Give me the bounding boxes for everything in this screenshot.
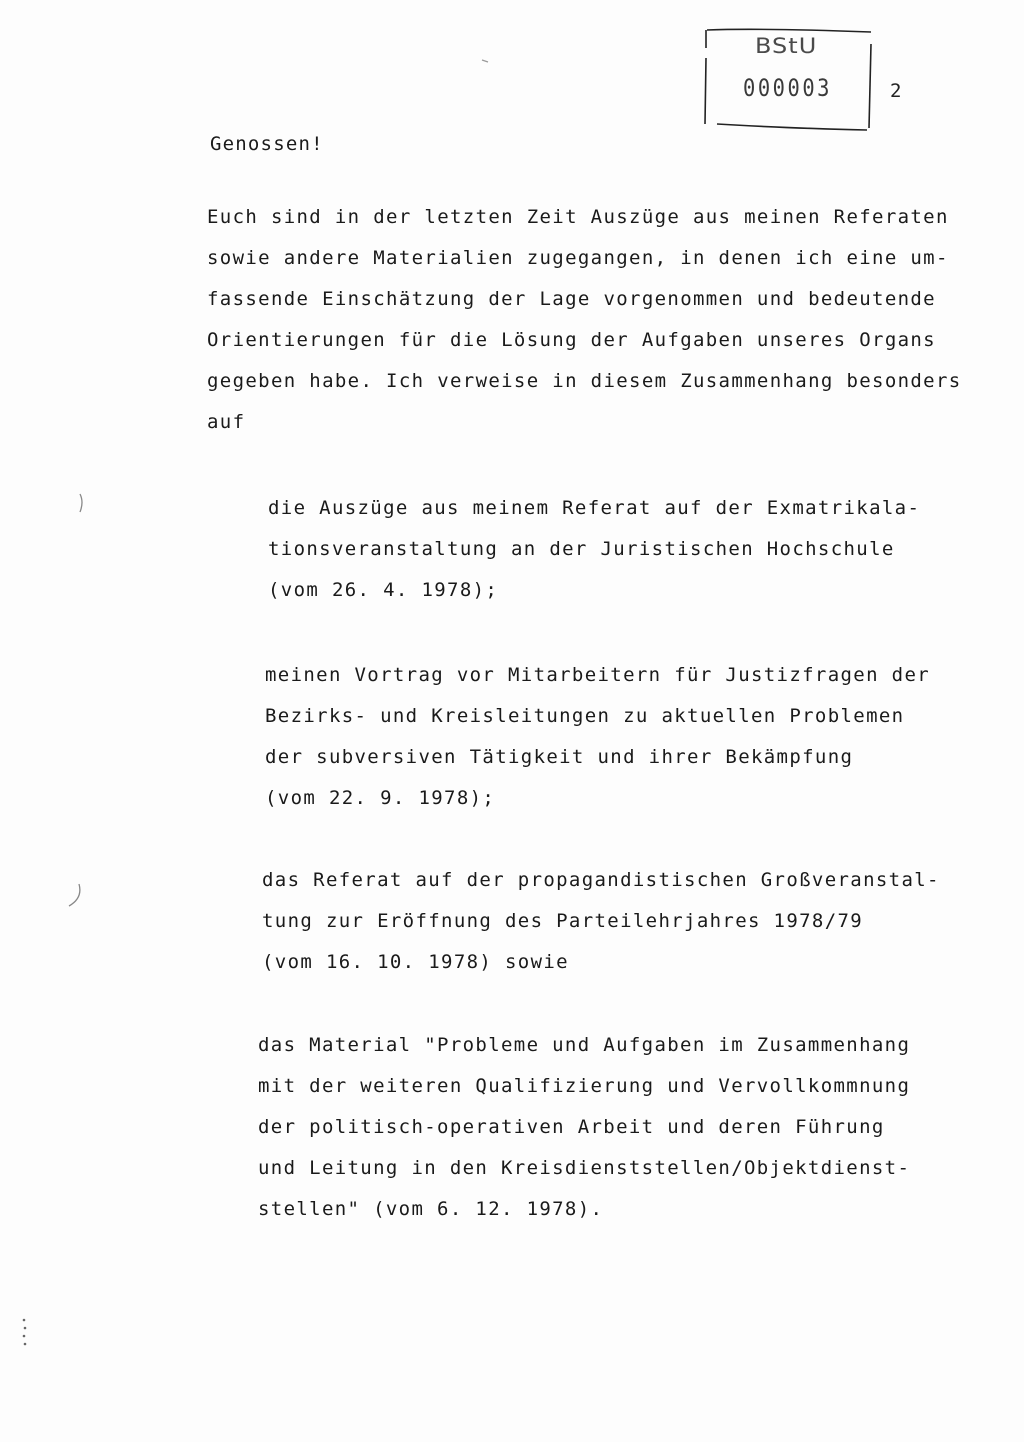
reference-line: mit der weiteren Qualifizierung und Vervollkommnung <box>258 1075 911 1097</box>
reference-line: (vom 26. 4. 1978); <box>268 579 499 601</box>
stamp-number: 000003 <box>743 74 832 102</box>
salutation: Genossen! <box>210 133 324 155</box>
scan-artifact-mark <box>16 1316 32 1350</box>
reference-line: (vom 16. 10. 1978) sowie <box>262 951 569 973</box>
reference-line: tung zur Eröffnung des Parteilehrjahres 1978/79 <box>262 910 864 932</box>
archive-stamp <box>703 28 873 132</box>
reference-line: tionsveranstaltung an der Juristischen Hochschule <box>268 538 895 560</box>
reference-line: das Material "Probleme und Aufgaben im Zusammenhang <box>258 1034 911 1056</box>
reference-line: der subversiven Tätigkeit und ihrer Bekämpfung <box>265 746 854 768</box>
intro-line: Euch sind in der letzten Zeit Auszüge aus meinen Referaten <box>207 206 949 228</box>
stamp-title: BStU <box>755 33 818 59</box>
intro-line: auf <box>207 411 246 433</box>
intro-line: gegeben habe. Ich verweise in diesem Zusammenhang besonders <box>207 370 962 392</box>
reference-line: der politisch-operativen Arbeit und deren Führung <box>258 1116 885 1138</box>
intro-line: sowie andere Materialien zugegangen, in denen ich eine um- <box>207 247 949 269</box>
scan-artifact-mark <box>480 56 492 66</box>
reference-line: meinen Vortrag vor Mitarbeitern für Justizfragen der <box>265 664 931 686</box>
reference-line: das Referat auf der propagandistischen Großveranstal- <box>262 869 940 891</box>
reference-line: und Leitung in den Kreisdienststellen/Objektdienst- <box>258 1157 911 1179</box>
intro-paragraph <box>207 203 967 449</box>
reference-line: stellen" (vom 6. 12. 1978). <box>258 1198 604 1220</box>
reference-item <box>258 1031 910 1236</box>
reference-item <box>265 661 930 825</box>
reference-item <box>268 494 920 617</box>
scan-artifact-mark <box>60 490 90 520</box>
reference-line: die Auszüge aus meinem Referat auf der Exmatrikala- <box>268 497 921 519</box>
page-number: 2 <box>890 80 902 102</box>
reference-line: (vom 22. 9. 1978); <box>265 787 496 809</box>
intro-line: Orientierungen für die Lösung der Aufgaben unseres Organs <box>207 329 936 351</box>
intro-line: fassende Einschätzung der Lage vorgenommen und bedeutende <box>207 288 936 310</box>
reference-line: Bezirks- und Kreisleitungen zu aktuellen Problemen <box>265 705 905 727</box>
reference-item <box>262 866 940 989</box>
scan-artifact-mark <box>55 880 89 914</box>
